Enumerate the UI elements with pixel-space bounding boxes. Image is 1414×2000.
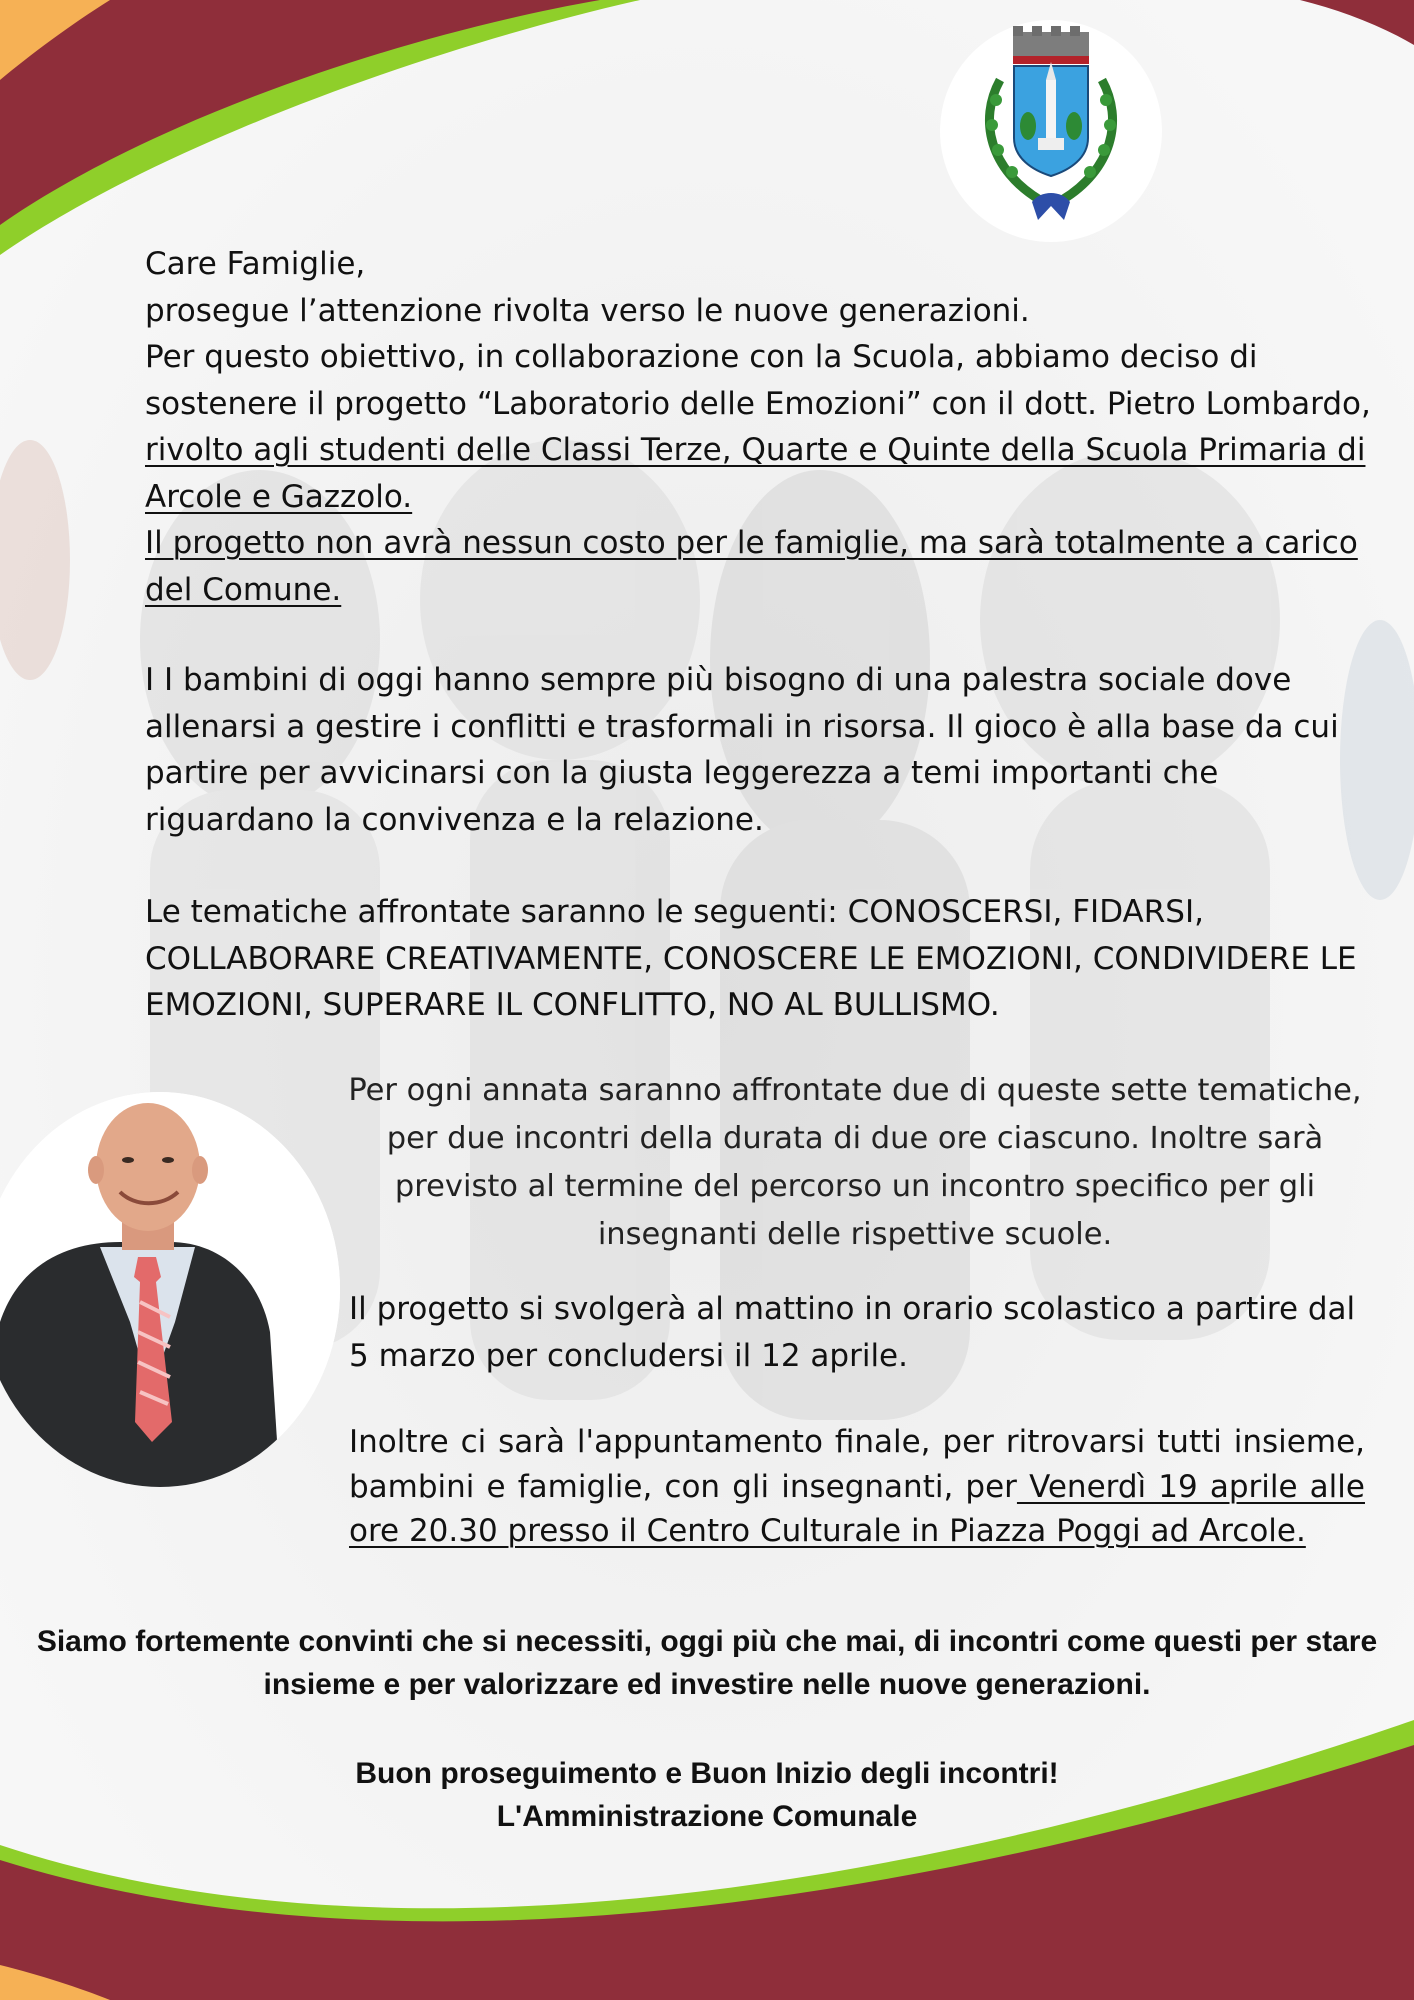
paragraph-schedule xyxy=(325,1067,1385,1259)
project-description-text: Per questo obiettivo, in collaborazione con la Scuola, abbiamo deciso di sostenere il progetto “Laboratorio delle Emozioni” con il dott. Pietro Lombardo, xyxy=(145,339,1371,422)
paragraph-dates-text: Il progetto si svolgerà al mattino in orario scolastico a partire dal 5 marzo per concludersi il 12 aprile. xyxy=(349,1291,1356,1374)
author-portrait xyxy=(0,1092,340,1487)
crest-badge xyxy=(940,20,1162,242)
paragraph-social-gym-text: I I bambini di oggi hanno sempre più bisogno di una palestra sociale dove allenarsi a gestire i conflitti e trasformali in risorsa. Il gioco è alla base da cui partire per avvicinarsi con la giusta leggerezza a temi importanti che riguardano la convivenza e la relazione. xyxy=(145,662,1339,838)
top-right-maroon-wave xyxy=(1300,0,1414,45)
closing-statement-text: Siamo fortemente convinti che si necessiti, oggi più che mai, di incontri come questi per stare insieme e per valorizzare ed investire nelle nuove generazioni. xyxy=(36,1625,1378,1701)
paragraph-final-event-text xyxy=(349,1420,1365,1554)
paragraph-themes-text: Le tematiche affrontate saranno le seguenti: CONOSCERSI, FIDARSI, COLLABORARE CREATIVAMENTE, CONOSCERE LE EMOZIONI, CONDIVIDERE LE EMOZIONI, SUPERARE IL CONFLITTO, NO AL BULLISMO. xyxy=(145,894,1357,1023)
project-description xyxy=(145,334,1385,520)
wish-line: Buon proseguimento e Buon Inizio degli incontri! xyxy=(355,1757,1059,1790)
final-event-intro: Inoltre ci sarà l'appuntamento finale, per ritrovarsi tutti insieme, bambini e famiglie, con gli insegnanti, per xyxy=(349,1424,1365,1505)
paragraph-themes xyxy=(145,889,1375,1029)
closing-statement xyxy=(20,1620,1394,1706)
greeting: Care Famiglie, xyxy=(145,246,366,282)
signature: L'Amministrazione Comunale xyxy=(496,1800,918,1833)
letter-intro xyxy=(145,241,1385,613)
portrait-icon xyxy=(0,1092,340,1487)
intro-line: prosegue l’attenzione rivolta verso le nuove generazioni. xyxy=(145,292,1030,329)
cost-note: Il progetto non avrà nessun costo per le famiglie, ma sarà totalmente a carico del Comune. xyxy=(145,525,1358,608)
final-event-details: Venerdì 19 aprile alle ore 20.30 presso il Centro Culturale in Piazza Poggi ad Arcole. xyxy=(349,1468,1365,1549)
signature-block xyxy=(20,1752,1394,1838)
target-students: rivolto agli studenti delle Classi Terze, Quarte e Quinte della Scuola Primaria di Arcole e Gazzolo. xyxy=(145,432,1366,515)
paragraph-final-event xyxy=(349,1420,1365,1554)
paragraph-schedule-text: Per ogni annata saranno affrontate due di queste sette tematiche, per due incontri della durata di due ore ciascuno. Inoltre sarà previsto al termine del percorso un incontro specifico per gli insegnanti delle rispettive scuole. xyxy=(348,1073,1362,1252)
crest-icon xyxy=(940,20,1162,242)
paragraph-dates xyxy=(349,1286,1365,1379)
paragraph-social-gym xyxy=(145,657,1375,843)
